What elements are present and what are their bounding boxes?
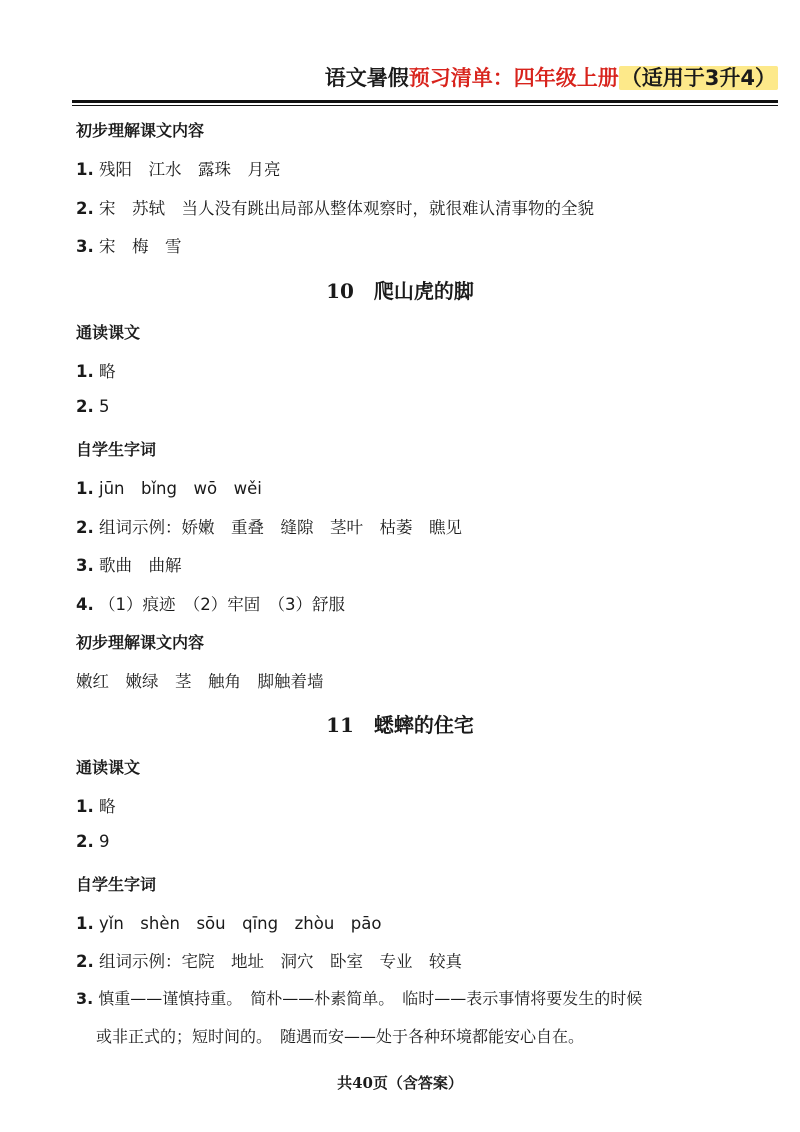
- list-item: 2. 组词示例：娇嫩 重叠 缝隙 茎叶 枯萎 瞧见: [76, 518, 462, 537]
- section-heading: 自学生字词: [76, 875, 157, 894]
- list-item: 2. 5: [76, 397, 110, 416]
- list-item: 嫩红 嫩绿 茎 触角 脚触着墙: [76, 672, 324, 691]
- page-footer: 共40页（含答案）: [337, 1074, 463, 1092]
- page-header-title: [325, 62, 778, 92]
- section-heading: 通读课文: [76, 758, 141, 777]
- section-heading: 初步理解课文内容: [76, 121, 205, 140]
- list-item: 1. 略: [76, 362, 116, 381]
- list-item: 2. 组词示例：宅院 地址 洞穴 卧室 专业 较真: [76, 952, 462, 971]
- header-rule-thin: [72, 105, 778, 106]
- section-heading: 自学生字词: [76, 440, 157, 459]
- list-item: 1. 略: [76, 797, 116, 816]
- list-item: 4. （1）痕迹 （2）牢固 （3）舒服: [76, 595, 345, 614]
- list-item: 3. 宋 梅 雪: [76, 237, 182, 256]
- header-title-part1: 语文暑假: [324, 66, 409, 90]
- lesson-title: 10 爬山虎的脚: [326, 279, 474, 303]
- section-heading: 初步理解课文内容: [76, 633, 205, 652]
- header-title-part2: 预习清单：四年级上册: [408, 66, 619, 90]
- lesson-title: 11 蟋蟀的住宅: [326, 713, 474, 737]
- list-item-continuation: 或非正式的；短时间的。 随遇而安——处于各种环境都能安心自在。: [96, 1027, 585, 1046]
- list-item: 1. yǐn shèn sōu qīng zhòu pāo: [76, 914, 382, 933]
- header-rule-thick: [72, 100, 778, 103]
- list-item: 1. 残阳 江水 露珠 月亮: [76, 160, 281, 179]
- list-item: 2. 9: [76, 832, 110, 851]
- list-item: 3. 慎重——谨慎持重。 简朴——朴素简单。 临时——表示事情将要发生的时候: [76, 989, 643, 1008]
- list-item: 1. jūn bǐng wō wěi: [76, 479, 262, 498]
- list-item: 3. 歌曲 曲解: [76, 556, 182, 575]
- list-item: 2. 宋 苏轼 当人没有跳出局部从整体观察时，就很难认清事物的全貌: [76, 199, 594, 218]
- section-heading: 通读课文: [76, 323, 141, 342]
- header-grade-badge: （适用于3升4）: [620, 66, 776, 90]
